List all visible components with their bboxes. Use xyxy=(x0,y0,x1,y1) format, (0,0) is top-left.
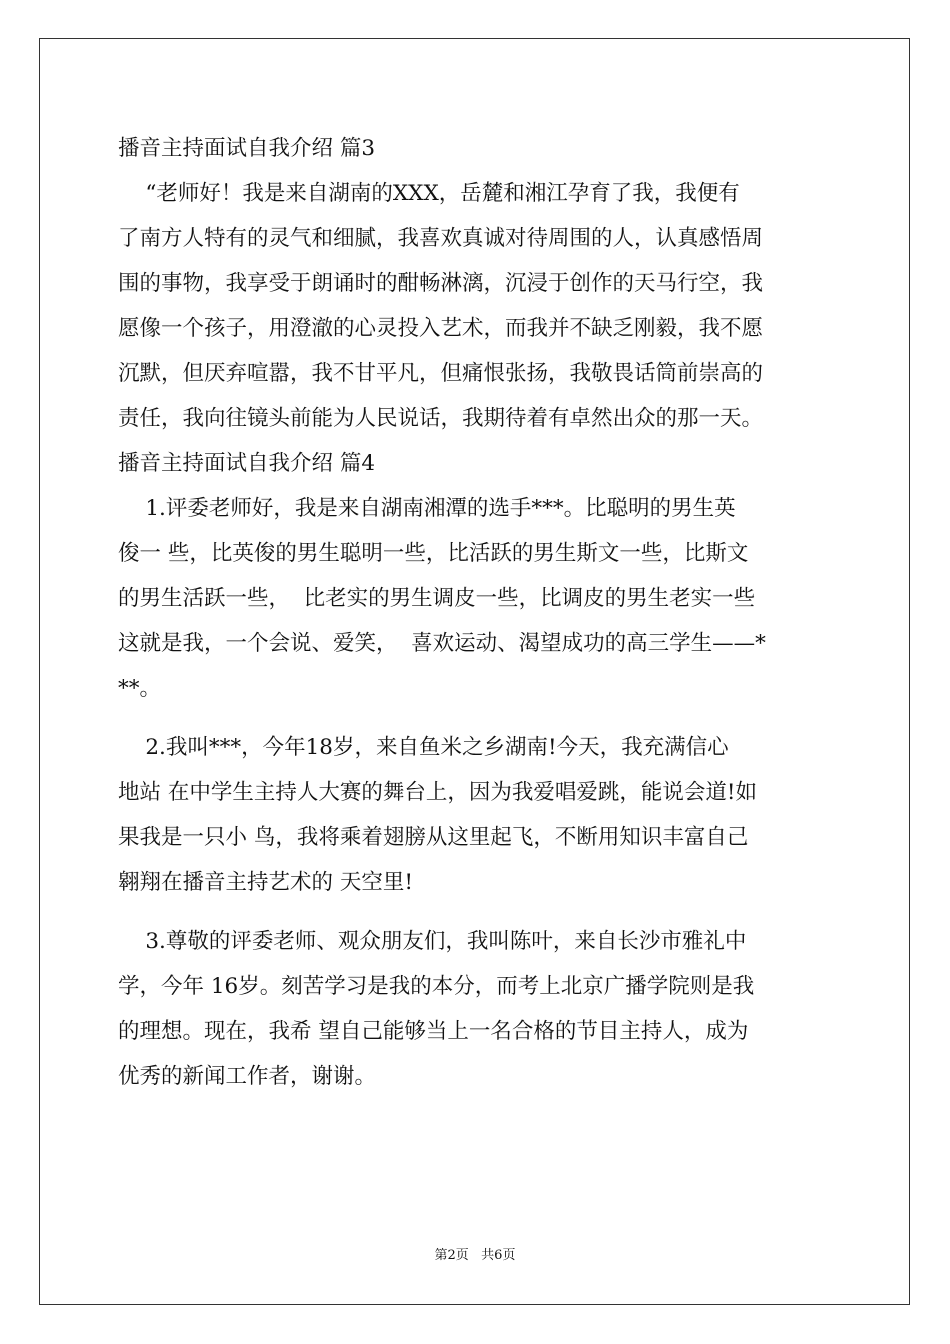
paragraph xyxy=(118,725,833,905)
document-body xyxy=(118,126,833,1099)
text-line: 的男生活跃一些， 比老实的男生调皮一些，比调皮的男生老实一些 xyxy=(118,586,756,611)
text-line: 地站 在中学生主持人大赛的舞台上，因为我爱唱爱跳，能说会道!如 xyxy=(118,780,757,805)
text-line: “老师好！我是来自湖南的XXX，岳麓和湘江孕育了我，我便有 xyxy=(118,181,740,206)
text-line: 俊一 些，比英俊的男生聪明一些，比活跃的男生斯文一些，比斯文 xyxy=(118,541,749,566)
text-line: 愿像一个孩子，用澄澈的心灵投入艺术，而我并不缺乏刚毅，我不愿 xyxy=(118,316,764,341)
section-heading: 播音主持面试自我介绍 篇4 xyxy=(118,451,376,476)
text-line: 责任，我向往镜头前能为人民说话，我期待着有卓然出众的那一天。 xyxy=(118,406,764,431)
text-line: 翱翔在播音主持艺术的 天空里! xyxy=(118,870,413,895)
text-line: **。 xyxy=(118,676,162,701)
text-line: 围的事物，我享受于朗诵时的酣畅淋漓，沉浸于创作的天马行空，我 xyxy=(118,271,764,296)
text-line: 1.评委老师好，我是来自湖南湘潭的选手***。比聪明的男生英 xyxy=(118,496,736,521)
section-4 xyxy=(118,441,833,1099)
section-heading: 播音主持面试自我介绍 篇3 xyxy=(118,136,376,161)
text-line: 果我是一只小 鸟，我将乘着翅膀从这里起飞，不断用知识丰富自己 xyxy=(118,825,749,850)
text-line: 的理想。现在，我希 望自己能够当上一名合格的节目主持人，成为 xyxy=(118,1019,749,1044)
paragraph xyxy=(118,486,833,711)
paragraph xyxy=(118,919,833,1099)
text-line: 3.尊敬的评委老师、观众朋友们，我叫陈叶，来自长沙市雅礼中 xyxy=(118,929,747,954)
text-line: 这就是我，一个会说、爱笑， 喜欢运动、渴望成功的高三学生——* xyxy=(118,631,766,656)
text-line: 了南方人特有的灵气和细腻，我喜欢真诚对待周围的人，认真感悟周 xyxy=(118,226,764,251)
text-line: 优秀的新闻工作者，谢谢。 xyxy=(118,1064,377,1089)
section-3 xyxy=(118,126,833,441)
page-number-footer: 第2页 共6页 xyxy=(434,1248,516,1263)
text-line: 2.我叫***，今年18岁，来自鱼米之乡湖南!今天，我充满信心 xyxy=(118,735,729,760)
text-line: 学，今年 16岁。刻苦学习是我的本分，而考上北京广播学院则是我 xyxy=(118,974,755,999)
paragraph xyxy=(118,171,833,441)
text-line: 沉默，但厌弃喧嚣，我不甘平凡，但痛恨张扬，我敬畏话筒前崇高的 xyxy=(118,361,764,386)
